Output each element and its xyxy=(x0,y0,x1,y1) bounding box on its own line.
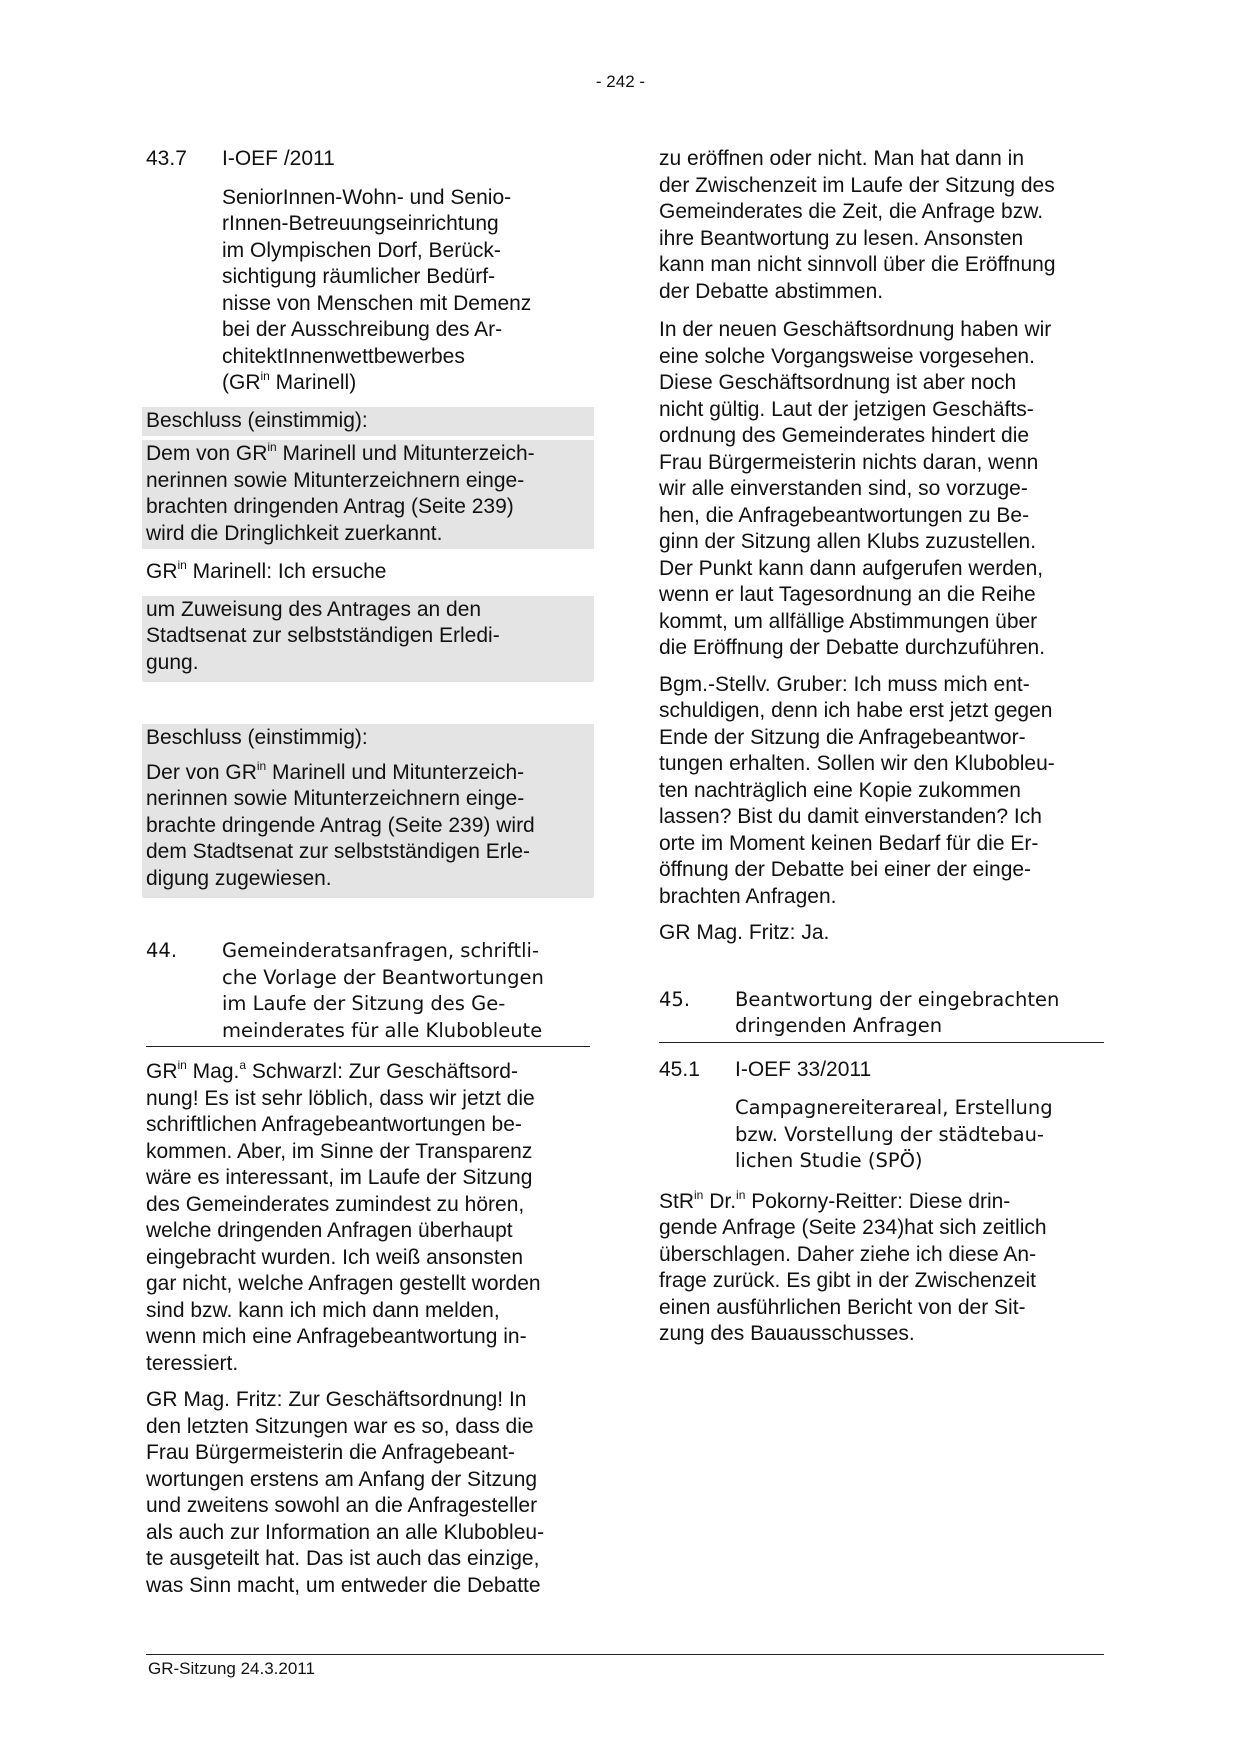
beschluss-label: Beschluss (einstimmig): xyxy=(142,724,594,754)
beschluss-text: Dem von $GR^{in}$ Marinell und Mitunterzeich- nerinnen sowie Mitunterzeichnern einge- brachten dringenden Antrag (Seite 239) wird die Dringlichkeit zuerkannt. xyxy=(142,440,594,549)
beschluss-label: Beschluss (einstimmig): xyxy=(142,407,594,437)
subject-line: nisse von Menschen mit Demenz xyxy=(222,291,532,315)
subject-line: SeniorInnen-Wohn- und Senio- xyxy=(222,185,512,209)
item-43-7-subject xyxy=(222,185,590,397)
subject-line: sichtigung räumlicher Bedürf- xyxy=(222,265,496,288)
left-column xyxy=(146,146,590,1599)
item-45-1-subject: Campagnereiterareal, Erstellung bzw. Vorstellung der städtebau- lichen Studie (SPÖ) xyxy=(735,1096,1053,1172)
beschluss-text: Der von $GR^{in}$ Marinell und Mitunterzeich- nerinnen sowie Mitunterzeichnern einge- brachte dringende Antrag (Seite 239) wird dem Stadtsenat zur selbstständigen Erle- digung zugewiesen. xyxy=(142,754,594,899)
subject-author: ($GR^{in}$ Marinell) xyxy=(222,369,357,394)
footer-divider xyxy=(146,1654,1104,1655)
item-title: Gemeinderatsanfragen, schriftli- che Vorlage der Beantwortungen im Laufe der Sitzung des Ge- meinderates für alle Klubobleute xyxy=(222,939,544,1042)
item-number: 45. xyxy=(659,987,691,1011)
item-number: 44. xyxy=(146,939,178,962)
paragraph-continuation: zu eröffnen oder nicht. Man hat dann in der Zwischenzeit im Laufe der Sitzung des Gemeinderates die Zeit, die Anfrage bzw. ihre Beantwortung zu lesen. Ansonsten kann man nicht sinnvoll über die Eröffnung der Debatte abstimmen. xyxy=(659,147,1056,303)
page-number: - 242 - xyxy=(595,72,646,91)
item-title: I-OEF 33/2011 xyxy=(735,1057,872,1081)
subject-line: rInnen-Betreuungseinrichtung xyxy=(222,212,499,235)
paragraph-schwarzl: $GR^{in}$ Mag.$^a$ Schwarzl: Zur Geschäftsord- nung! Es ist sehr löblich, dass wir jetzt die schriftlichen Anfragebeantwortungen be- kommen. Aber, im Sinne der Transparenz wäre es interessant, im Laufe der Sitzung des Gemeinderates zumindest zu hören, welche dringenden Anfragen überhaupt eingebracht wurden. Ich weiß ansonsten gar nicht, welche Anfragen gestellt worden sind bzw. kann ich mich dann melden, wenn mich eine Anfragebeantwortung in- teressiert. xyxy=(146,1058,541,1375)
item-number: 45.1 xyxy=(659,1057,700,1081)
paragraph-neue-geschaeftsordnung: In der neuen Geschäftsordnung haben wir eine solche Vorgangsweise vorgesehen. Diese Geschäftsordnung ist aber noch nicht gültig. Laut der jetzigen Geschäfts- ordnung des Gemeinderates hindert die Frau Bürgermeisterin nichts daran, wenn wir alle einverstanden sind, so vorzuge- hen, die Anfragebeantwortungen zu Be- ginn der Sitzung allen Klubs zuzustellen. Der Punkt kann dann aufgerufen werden, wenn er laut Tagesordnung an die Reihe kommt, um allfällige Abstimmungen über die Eröffnung der Debatte durchzuführen. xyxy=(659,318,1052,659)
item-43-7-header xyxy=(146,146,590,173)
subject-line: chitektInnenwettbewerbes xyxy=(222,344,465,368)
paragraph-pokorny: StR$^{in}$ Dr.$^{in}$ Pokorny-Reitter: Diese drin- gende Anfrage (Seite 234)hat sich zeitlich überschlagen. Daher ziehe ich diese An- frage zurück. Es gibt in der Zwischenzeit einen ausführlichen Bericht von der Sit- zung des Bauausschusses. xyxy=(659,1187,1047,1345)
footer-text: GR-Sitzung 24.3.2011 xyxy=(148,1659,315,1678)
item-44-header xyxy=(146,938,590,1047)
paragraph-fritz-ja: GR Mag. Fritz: Ja. xyxy=(659,921,830,944)
ersuche-text: $GR^{in}$ Marinell: Ich ersuche xyxy=(146,558,387,583)
paragraph-fritz: GR Mag. Fritz: Zur Geschäftsordnung! In den letzten Sitzungen war es so, dass die Frau Bürgermeisterin die Anfragebeant- wortungen erstens am Anfang der Sitzung und zweitens sowohl an die Anfragesteller als auch zur Information an alle Klubobleu- te ausgeteilt hat. Das ist auch das einzige, was Sinn macht, um entweder die Debatte xyxy=(146,1388,545,1597)
right-column xyxy=(659,146,1104,1348)
item-45-1-header xyxy=(659,1057,1104,1084)
item-title: I-OEF /2011 xyxy=(222,147,335,170)
subject-line: bei der Ausschreibung des Ar- xyxy=(222,318,503,341)
subject-line: im Olympischen Dorf, Berück- xyxy=(222,238,501,262)
zuweisung-text: um Zuweisung des Antrages an den Stadtsenat zur selbstständigen Erledi- gung. xyxy=(142,596,594,683)
item-number: 43.7 xyxy=(146,147,187,170)
item-title: Beantwortung der eingebrachten dringenden Anfragen xyxy=(735,987,1060,1037)
paragraph-gruber: Bgm.-Stellv. Gruber: Ich muss mich ent- schuldigen, denn ich habe erst jetzt gegen Ende der Sitzung die Anfragebeantwor- tungen erhalten. Sollen wir den Klubobleu- ten nachträglich eine Kopie zukommen lassen? Bist du damit einverstanden? Ich orte im Moment keinen Bedarf für die Er- öffnung der Debatte bei einer der einge- brachten Anfragen. xyxy=(659,672,1055,908)
item-45-header xyxy=(659,987,1104,1043)
